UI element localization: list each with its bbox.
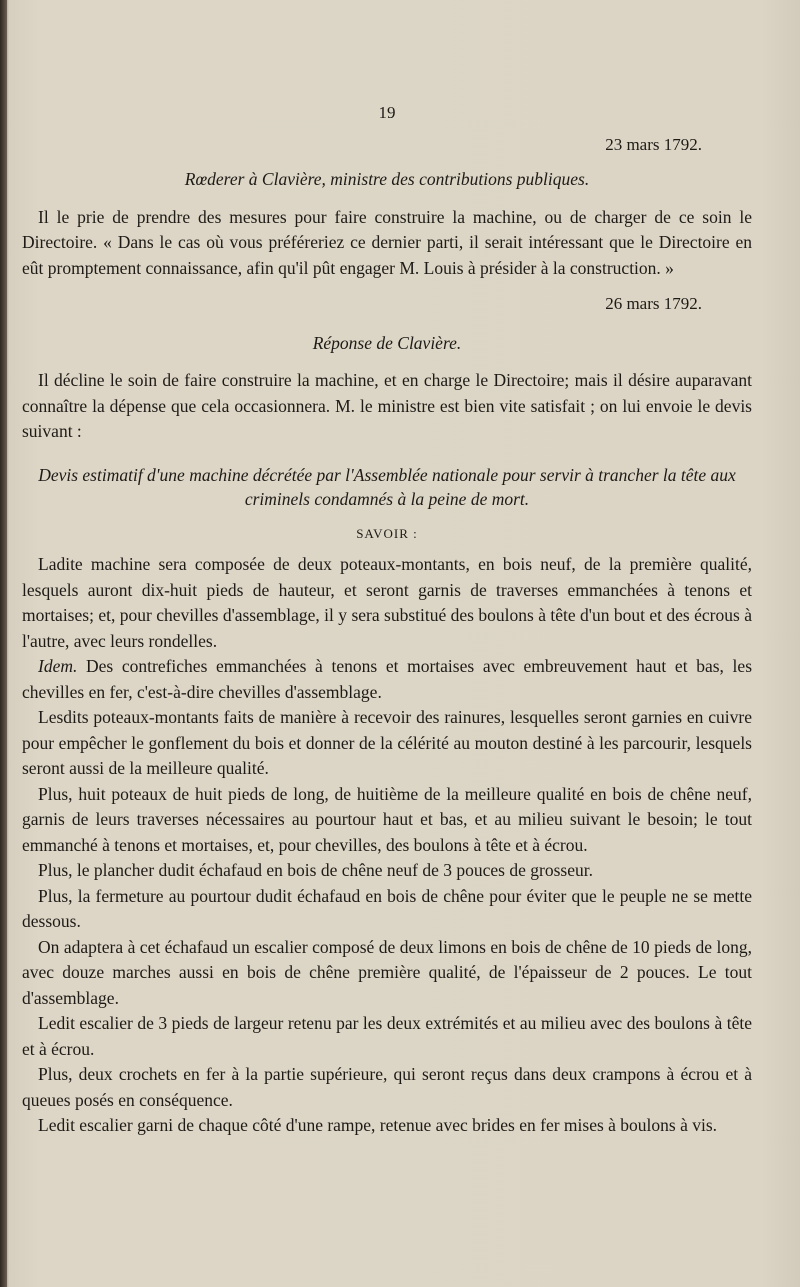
devis-item <box>22 1011 752 1062</box>
item-text: Plus, huit poteaux de huit pieds de long, de huitième de la meilleure qualité en bois de chêne neuf, garnis de leurs traverses nécessaires au pourtour haut et bas, et au milieu suivant le besoin; le tout emmanché à tenons et mortaises, et, pour chevilles, des boulons à tête et à écrou. <box>22 783 752 855</box>
page-binding-edge <box>0 0 7 1287</box>
devis-items <box>22 552 752 1139</box>
entry2-text: Il décline le soin de faire construire la machine, et en charge le Directoire; mais il désire auparavant connaître la dépense que cela occasionnera. M. le ministre est bien vite satisfait ; on lui envoie le devis suivant : <box>22 370 752 441</box>
entry2-date: 26 mars 1792. <box>605 294 702 313</box>
entry1-date: 23 mars 1792. <box>605 134 702 154</box>
entry1-text: Il le prie de prendre des mesures pour faire construire la machine, ou de charger de ce soin le Directoire. « Dans le cas où vous préféreriez ce dernier parti, il serait intéressant que le Directoire en eût promptement connaissance, afin qu'il pût engager M. Louis à présider à la construction. » <box>22 206 752 278</box>
item-lead: Idem. <box>38 656 78 676</box>
item-text: Ledit escalier de 3 pieds de largeur retenu par les deux extrémités et au milieu avec des boulons à tête et à écrou. <box>22 1013 752 1059</box>
item-text: Des contrefiches emmanchées à tenons et mortaises avec embreuvement haut et bas, les chevilles en fer, c'est-à-dire chevilles d'assemblage. <box>22 656 752 702</box>
devis-item <box>22 858 752 884</box>
item-text: Ledit escalier garni de chaque côté d'une rampe, retenue avec brides en fer mises à boulons à vis. <box>38 1115 718 1135</box>
item-text: On adaptera à cet échafaud un escalier composé de deux limons en bois de chêne de 10 pieds de long, avec douze marches aussi en bois de chêne première qualité, de l'épaisseur de 2 pouces. Le tout d'assemblage. <box>22 936 752 1008</box>
devis-item <box>22 884 752 935</box>
devis-item <box>22 552 752 654</box>
devis-item <box>22 705 752 782</box>
entry1-heading: Rœderer à Clavière, ministre des contributions publiques. <box>184 169 590 189</box>
item-text: Lesdits poteaux-montants faits de manière à recevoir des rainures, lesquelles seront garnies en cuivre pour empêcher le gonflement du bois et donner de la célérité au mouton destiné à les parcourir, lesquels seront aussi de la meilleure qualité. <box>22 707 752 778</box>
devis-item <box>22 654 752 705</box>
page-number: 19 <box>378 103 396 122</box>
devis-item <box>22 935 752 1012</box>
entry2-heading: Réponse de Clavière. <box>312 332 462 353</box>
item-text: Plus, deux crochets en fer à la partie supérieure, qui seront reçus dans deux crampons à écrou et à queues posés en conséquence. <box>22 1064 752 1110</box>
devis-item <box>22 782 752 859</box>
devis-item <box>22 1113 752 1139</box>
page-content <box>22 100 752 1139</box>
devis-title: Devis estimatif d'une machine décrétée par l'Assemblée nationale pour servir à trancher la tête aux criminels condamnés à la peine de mort. <box>38 464 736 509</box>
item-text: Plus, la fermeture au pourtour dudit échafaud en bois de chêne pour éviter que le peuple ne se mette dessous. <box>22 885 752 931</box>
devis-item <box>22 1062 752 1113</box>
item-text: Ladite machine sera composée de deux poteaux-montants, en bois neuf, de la première qualité, lesquels auront dix-huit pieds de hauteur, et seront garnis de traverses emmanchées à tenons et mortaises; et, pour chevilles d'assemblage, il y sera substitué des boulons à tête d'un bout et des écrous à l'autre, avec leurs rondelles. <box>22 554 752 651</box>
item-text: Plus, le plancher dudit échafaud en bois de chêne neuf de 3 pouces de grosseur. <box>38 860 593 880</box>
savoir-heading: SAVOIR : <box>356 525 418 541</box>
